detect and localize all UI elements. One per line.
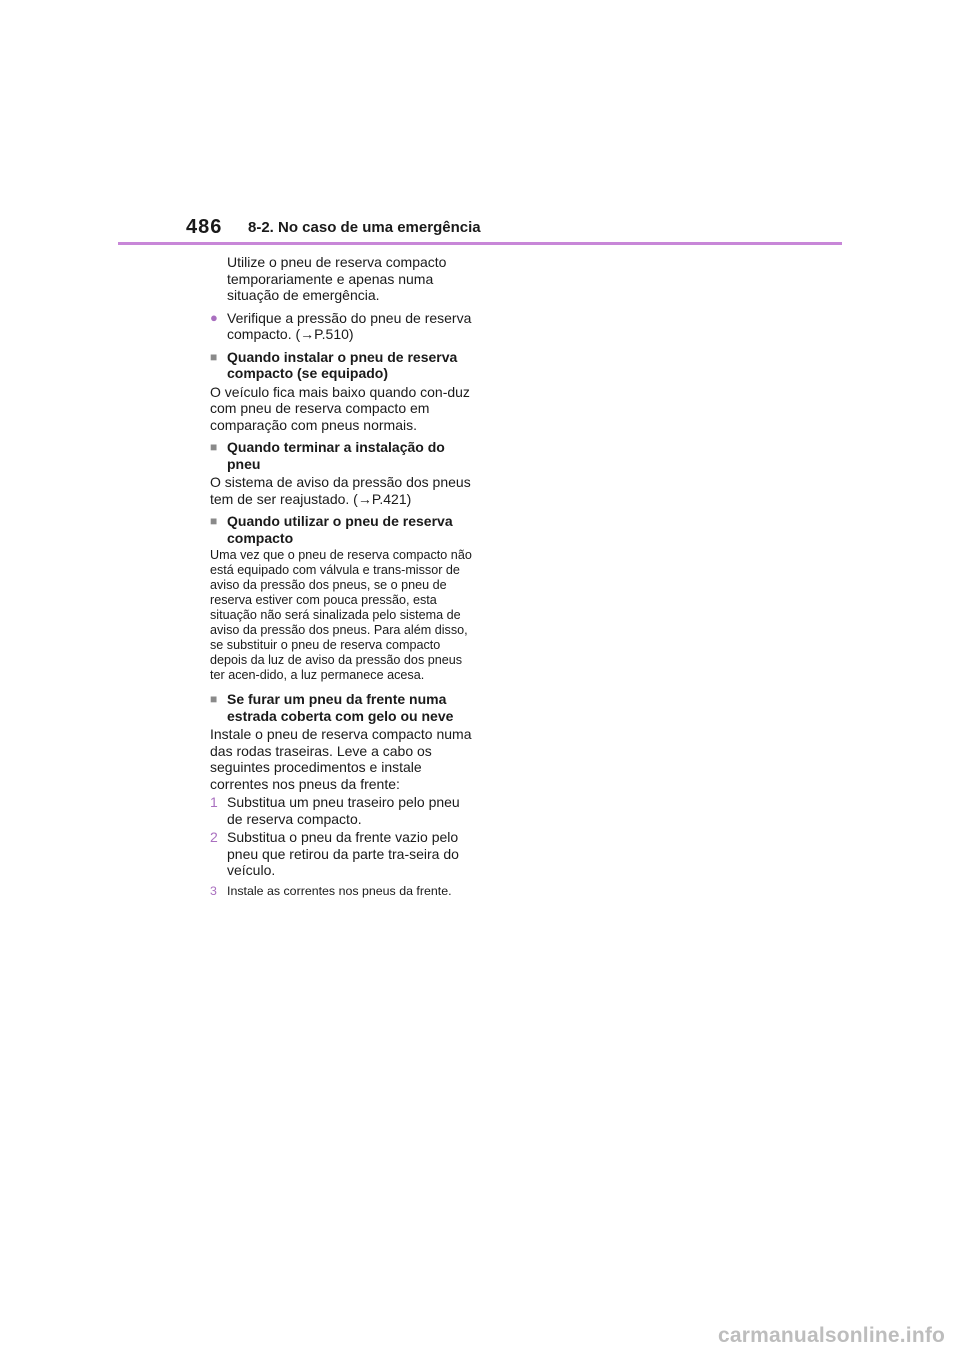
step-number: 1 — [210, 794, 218, 810]
section-heading — [210, 439, 472, 472]
step-text: Instale as correntes nos pneus da frente. — [227, 883, 452, 898]
bullet-text: Verifique a pressão do pneu de reserva compacto. (→P.510) — [227, 309, 472, 342]
square-bullet-icon: ■ — [210, 514, 218, 528]
section-heading — [210, 691, 472, 724]
square-bullet-icon: ■ — [210, 349, 218, 364]
bullet-item — [210, 310, 472, 343]
heading-text: Se furar um pneu da frente numa estrada coberta com gelo ou neve — [227, 691, 454, 724]
page-content — [210, 254, 472, 901]
paragraph: Instale o pneu de reserva compacto numa das rodas traseiras. Leve a cabo os seguintes procedimentos e instale correntes nos pneus da frente: — [210, 726, 472, 792]
paragraph: O sistema de aviso da pressão dos pneus tem de ser reajustado. (→P.421) — [210, 474, 471, 507]
step-number: 3 — [210, 883, 217, 898]
step-item — [210, 794, 472, 827]
heading-text: Quando instalar o pneu de reserva compacto (se equipado) — [227, 348, 458, 381]
paragraph: Uma vez que o pneu de reserva compacto não está equipado com válvula e trans-missor de aviso da pressão dos pneus, se o pneu de reserva estiver com pouca pressão, esta situação não será sinalizada pelo sistema de aviso da pressão dos pneus. Para além disso, se substituir o pneu de reserva compacto depois da luz de aviso da pressão dos pneus ter acen-dido, a luz permanece acesa. — [210, 548, 472, 682]
step-item — [210, 883, 472, 900]
step-text: Substitua um pneu traseiro pelo pneu de reserva compacto. — [227, 794, 460, 827]
step-item — [210, 829, 472, 879]
step-text: Substitua o pneu da frente vazio pelo pneu que retirou da parte tra-seira do veículo. — [227, 829, 459, 878]
square-bullet-icon: ■ — [210, 692, 218, 706]
header-divider — [118, 242, 842, 245]
heading-text: Quando utilizar o pneu de reserva compacto — [227, 513, 453, 546]
section-title: 8-2. No caso de uma emergência — [248, 219, 481, 236]
section-heading — [210, 349, 472, 382]
watermark: carmanualsonline.info — [718, 1324, 946, 1347]
square-bullet-icon: ■ — [210, 440, 218, 454]
intro-text: Utilize o pneu de reserva compacto temporariamente e apenas numa situação de emergência. — [227, 254, 447, 303]
paragraph: O veículo fica mais baixo quando con-duz com pneu de reserva compacto em comparação com pneus normais. — [210, 383, 470, 433]
bullet-circle-icon: ● — [210, 309, 218, 325]
page-number: 486 — [186, 216, 223, 238]
section-heading — [210, 513, 472, 546]
heading-text: Quando terminar a instalação do pneu — [227, 439, 445, 472]
step-number: 2 — [210, 829, 218, 845]
